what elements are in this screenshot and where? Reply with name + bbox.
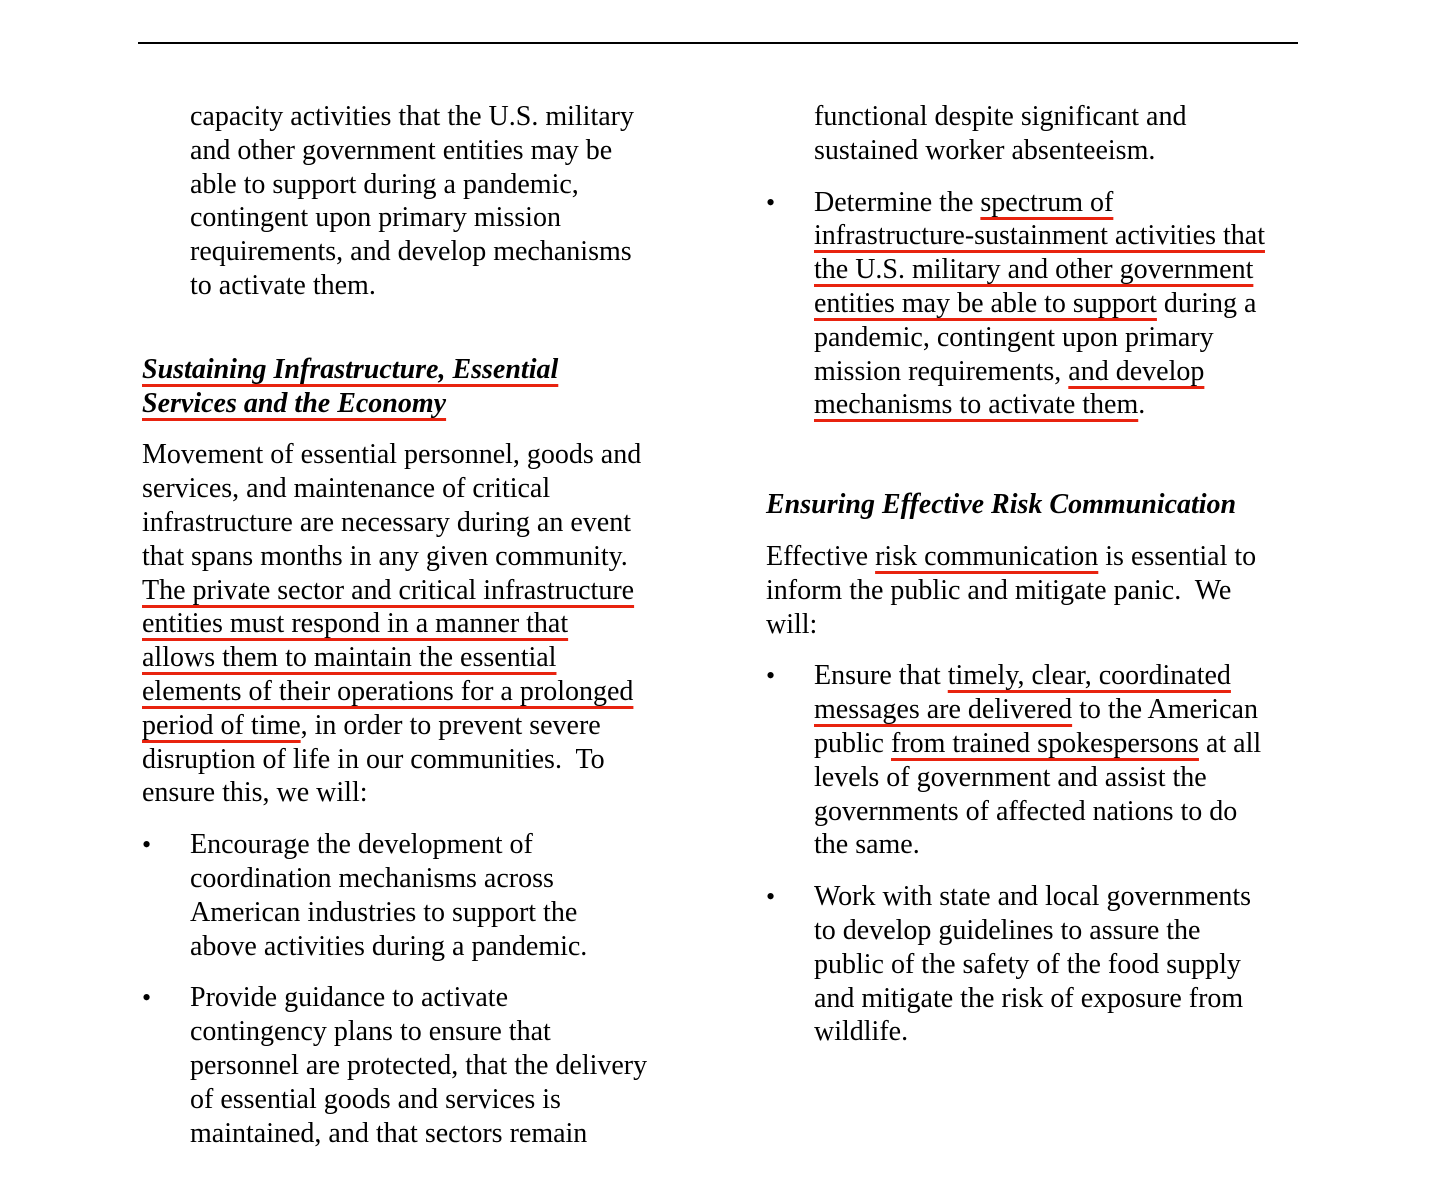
- line-text: pandemic, contingent upon primary: [814, 321, 1214, 353]
- text-line: maintained, and that sectors remain: [190, 1117, 588, 1149]
- text-line: contingent upon primary mission: [190, 202, 561, 234]
- line-text: ensure this, we will:: [142, 777, 368, 809]
- bullet-item: [142, 828, 702, 963]
- bullet-symbol: •: [766, 661, 776, 691]
- text-line: [814, 321, 1326, 355]
- line-text: to the American: [1072, 694, 1258, 726]
- left-continuation: [142, 100, 702, 303]
- text-line: sustained worker absenteeism.: [814, 134, 1156, 166]
- line-text: during a: [1156, 287, 1257, 319]
- text-line: [814, 355, 1326, 389]
- line-text: levels of government and assist the: [814, 761, 1207, 793]
- text-line: Encourage the development of: [190, 829, 533, 861]
- line-text: Effective: [766, 540, 876, 572]
- text-line: [814, 727, 1326, 761]
- line-text: is essential to: [1098, 540, 1257, 572]
- line-text: Movement of essential personnel, goods and: [142, 439, 642, 471]
- text-line: [142, 607, 702, 641]
- line-text: .: [1138, 389, 1146, 421]
- text-line: and mitigate the risk of exposure from: [814, 982, 1244, 1014]
- text-line: [814, 219, 1326, 253]
- text-line: [814, 253, 1326, 287]
- text-line: [814, 287, 1326, 321]
- line-text: Ensure that: [814, 660, 948, 692]
- section-heading-risk-communication: Ensuring Effective Risk Communication: [766, 489, 1237, 521]
- line-text: inform the public and mitigate panic. We: [766, 574, 1232, 606]
- underlined-text: spectrum of: [980, 186, 1114, 218]
- text-line: [142, 675, 702, 709]
- text-line: [814, 186, 1326, 220]
- underlined-text: entities must respond in a manner that: [142, 608, 569, 640]
- infrastructure-paragraph: [142, 438, 702, 810]
- underlined-text: infrastructure-sustainment activities that: [814, 220, 1265, 252]
- text-line: coordination mechanisms across: [190, 862, 554, 894]
- line-text: , in order to prevent severe: [300, 709, 601, 741]
- text-line: Provide guidance to activate: [190, 982, 508, 1014]
- text-line: [766, 608, 1326, 642]
- text-line: [142, 506, 702, 540]
- line-text: infrastructure are necessary during an event: [142, 506, 631, 538]
- line-text: mission requirements,: [814, 355, 1069, 387]
- underlined-text: entities may be able to support: [814, 287, 1157, 319]
- text-line: to develop guidelines to assure the: [814, 914, 1201, 946]
- text-line: of essential goods and services is: [190, 1083, 561, 1115]
- text-line: [142, 438, 702, 472]
- text-line: functional despite significant and: [814, 101, 1187, 132]
- heading-line: Services and the Economy: [142, 387, 447, 419]
- risk-communication-paragraph: [766, 540, 1326, 641]
- text-line: [814, 388, 1326, 422]
- text-line: above activities during a pandemic.: [190, 930, 588, 962]
- text-line: [142, 743, 702, 777]
- bullet-symbol: •: [766, 882, 776, 912]
- underlined-text: mechanisms to activate them: [814, 389, 1139, 421]
- text-line: American industries to support the: [190, 896, 578, 928]
- underlined-text: risk communication: [875, 540, 1099, 572]
- right-column: [766, 100, 1326, 1049]
- text-line: [814, 795, 1326, 829]
- bullet-item: [142, 981, 702, 1150]
- bullet-symbol: •: [142, 830, 152, 860]
- text-line: and other government entities may be: [190, 134, 613, 166]
- text-line: able to support during a pandemic,: [190, 168, 579, 200]
- heading-line: Sustaining Infrastructure, Essential: [142, 353, 559, 385]
- left-column: [142, 100, 702, 1150]
- text-line: capacity activities that the U.S. military: [190, 101, 634, 132]
- line-text: services, and maintenance of critical: [142, 473, 551, 505]
- underlined-text: allows them to maintain the essential: [142, 642, 557, 674]
- text-line: [142, 641, 702, 675]
- text-line: [814, 828, 1326, 862]
- underlined-text: and develop: [1068, 355, 1205, 387]
- underlined-text: timely, clear, coordinated: [947, 660, 1231, 692]
- underlined-text: from trained spokespersons: [891, 727, 1199, 759]
- text-line: requirements, and develop mechanisms: [190, 236, 632, 268]
- bullet-item: [766, 659, 1326, 862]
- bullet-symbol: •: [142, 983, 152, 1013]
- header-rule: [138, 42, 1298, 44]
- section-heading-infrastructure: [142, 353, 702, 421]
- line-text: disruption of life in our communities. To: [142, 743, 605, 775]
- bullet-item: [766, 880, 1326, 1049]
- underlined-text: messages are delivered: [814, 694, 1073, 726]
- text-line: [142, 574, 702, 608]
- text-line: personnel are protected, that the delivery: [190, 1049, 648, 1081]
- line-text: the same.: [814, 829, 920, 861]
- line-text: Determine the: [814, 186, 981, 218]
- text-line: [766, 574, 1326, 608]
- underlined-text: elements of their operations for a prolonged: [142, 675, 634, 707]
- text-line: [142, 709, 702, 743]
- bullet-symbol: •: [766, 187, 776, 217]
- text-line: [142, 472, 702, 506]
- underlined-text: the U.S. military and other government: [814, 254, 1254, 286]
- right-continuation: [766, 100, 1326, 168]
- text-line: [142, 776, 702, 810]
- text-line: to activate them.: [190, 269, 376, 301]
- text-line: contingency plans to ensure that: [190, 1016, 551, 1048]
- text-line: [814, 761, 1326, 795]
- text-line: [814, 693, 1326, 727]
- bullet-item: [766, 186, 1326, 423]
- underlined-text: The private sector and critical infrastructure: [142, 574, 635, 606]
- text-line: Work with state and local governments: [814, 881, 1252, 913]
- underlined-text: period of time: [142, 709, 301, 741]
- line-text: will:: [766, 608, 818, 640]
- text-line: wildlife.: [814, 1016, 909, 1048]
- text-line: [142, 540, 702, 574]
- line-text: governments of affected nations to do: [814, 795, 1238, 827]
- line-text: at all: [1198, 727, 1262, 759]
- text-line: [766, 540, 1326, 574]
- line-text: public: [814, 727, 891, 759]
- text-line: [814, 659, 1326, 693]
- line-text: that spans months in any given community.: [142, 540, 628, 572]
- text-line: public of the safety of the food supply: [814, 948, 1241, 980]
